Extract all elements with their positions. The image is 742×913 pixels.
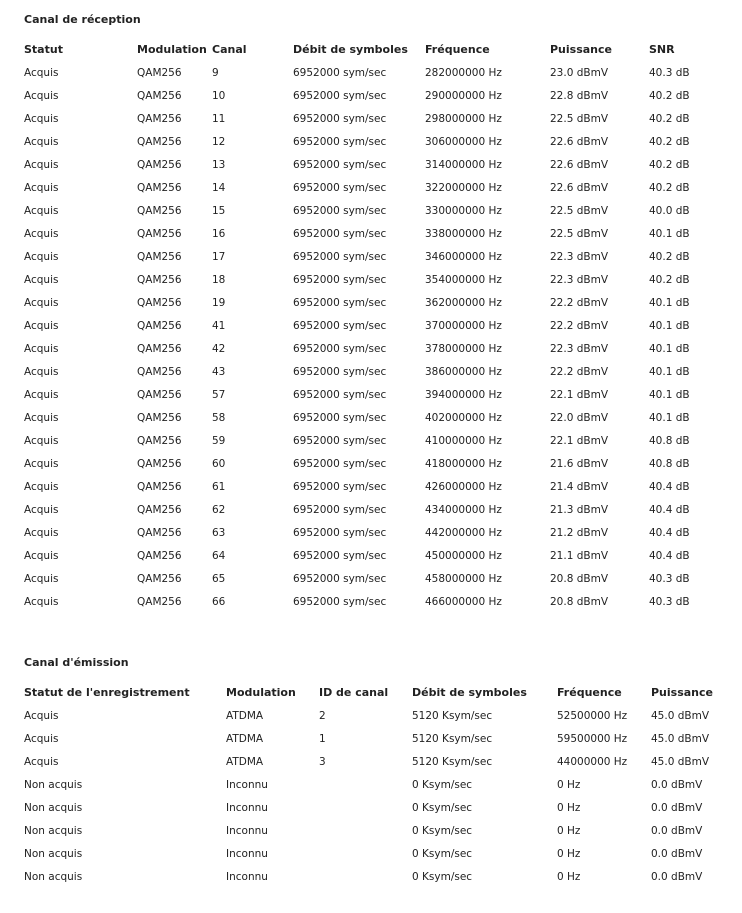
table-cell: 0 Hz [557, 870, 581, 883]
table-cell: 42 [212, 342, 226, 355]
table-cell: 22.6 dBmV [550, 158, 608, 171]
table-cell: QAM256 [137, 457, 182, 470]
table-cell: QAM256 [137, 342, 182, 355]
table-cell: QAM256 [137, 273, 182, 286]
table-cell: 22.1 dBmV [550, 434, 608, 447]
table-cell: 6952000 sym/sec [293, 503, 387, 516]
table-cell: 394000000 Hz [425, 388, 502, 401]
table-cell: 22.3 dBmV [550, 342, 608, 355]
table-row [24, 452, 724, 475]
table-cell: 22.6 dBmV [550, 135, 608, 148]
table-cell: 20.8 dBmV [550, 595, 608, 608]
table-cell: 370000000 Hz [425, 319, 502, 332]
table-cell: 40.2 dB [649, 250, 690, 263]
table-cell: 306000000 Hz [425, 135, 502, 148]
table-row [24, 61, 724, 84]
table-cell: ATDMA [226, 755, 264, 768]
table-cell: 61 [212, 480, 226, 493]
upstream-title: Canal d'émission [24, 656, 129, 669]
table-cell: 6952000 sym/sec [293, 273, 387, 286]
col-header-debit: Débit de symboles [293, 43, 408, 56]
table-cell: 10 [212, 89, 226, 102]
table-row [24, 704, 724, 727]
table-cell: Acquis [24, 204, 59, 217]
table-row [24, 842, 724, 865]
table-cell: QAM256 [137, 135, 182, 148]
table-row [24, 406, 724, 429]
table-cell: QAM256 [137, 549, 182, 562]
table-cell: Acquis [24, 273, 59, 286]
table-cell: 22.1 dBmV [550, 388, 608, 401]
table-cell: 0 Ksym/sec [412, 870, 473, 883]
table-cell: QAM256 [137, 66, 182, 79]
table-row [24, 521, 724, 544]
table-cell: Acquis [24, 549, 59, 562]
table-cell: QAM256 [137, 158, 182, 171]
table-cell: Acquis [24, 709, 59, 722]
col-header-statut-enregistrement: Statut de l'enregistrement [24, 686, 190, 699]
col-header-snr: SNR [649, 43, 675, 56]
table-cell: 5120 Ksym/sec [412, 755, 493, 768]
table-row [24, 544, 724, 567]
table-cell: Inconnu [226, 778, 268, 791]
table-cell: QAM256 [137, 319, 182, 332]
table-cell: 22.2 dBmV [550, 365, 608, 378]
table-cell [319, 819, 412, 842]
table-cell: Non acquis [24, 847, 83, 860]
col-header-puissance: Puissance [651, 686, 713, 699]
table-cell: 60 [212, 457, 226, 470]
table-cell: Non acquis [24, 870, 83, 883]
table-cell: 282000000 Hz [425, 66, 502, 79]
table-row [24, 176, 724, 199]
upstream-header-row [24, 681, 724, 704]
downstream-title: Canal de réception [24, 13, 141, 26]
table-cell: 40.1 dB [649, 319, 690, 332]
table-cell: 0 Ksym/sec [412, 778, 473, 791]
table-cell: 40.1 dB [649, 342, 690, 355]
table-cell: 63 [212, 526, 226, 539]
table-cell: 62 [212, 503, 226, 516]
table-cell: 9 [212, 66, 219, 79]
table-cell: Inconnu [226, 870, 268, 883]
table-cell: 386000000 Hz [425, 365, 502, 378]
table-cell: Acquis [24, 732, 59, 745]
table-cell: QAM256 [137, 250, 182, 263]
table-row [24, 222, 724, 245]
downstream-header-row [24, 38, 724, 61]
table-cell: 6952000 sym/sec [293, 204, 387, 217]
table-cell: 466000000 Hz [425, 595, 502, 608]
table-cell: 40.1 dB [649, 388, 690, 401]
table-cell: 426000000 Hz [425, 480, 502, 493]
table-cell: 40.0 dB [649, 204, 690, 217]
table-cell: Acquis [24, 181, 59, 194]
table-cell: Acquis [24, 480, 59, 493]
table-cell: 40.1 dB [649, 227, 690, 240]
table-cell: 0 Hz [557, 847, 581, 860]
table-cell: 0 Ksym/sec [412, 801, 473, 814]
table-cell: 18 [212, 273, 226, 286]
table-cell: Acquis [24, 457, 59, 470]
table-cell: 66 [212, 595, 226, 608]
table-cell: 6952000 sym/sec [293, 342, 387, 355]
table-cell: 40.2 dB [649, 158, 690, 171]
table-cell: 0 Hz [557, 801, 581, 814]
table-cell: 3 [319, 755, 326, 768]
table-cell: QAM256 [137, 411, 182, 424]
table-cell: 450000000 Hz [425, 549, 502, 562]
table-cell: 6952000 sym/sec [293, 411, 387, 424]
table-cell: 21.3 dBmV [550, 503, 608, 516]
table-cell: 0 Hz [557, 778, 581, 791]
table-cell: Non acquis [24, 824, 83, 837]
table-cell: QAM256 [137, 296, 182, 309]
table-cell [319, 865, 412, 888]
table-cell: ATDMA [226, 732, 264, 745]
table-cell: 6952000 sym/sec [293, 158, 387, 171]
table-cell: 40.1 dB [649, 296, 690, 309]
upstream-section [24, 656, 724, 888]
table-row [24, 567, 724, 590]
table-cell: 16 [212, 227, 226, 240]
table-cell: QAM256 [137, 480, 182, 493]
table-cell: 346000000 Hz [425, 250, 502, 263]
table-row [24, 796, 724, 819]
table-cell: 40.4 dB [649, 549, 690, 562]
table-cell: Acquis [24, 365, 59, 378]
table-cell: 45.0 dBmV [651, 755, 709, 768]
table-cell: Inconnu [226, 801, 268, 814]
table-cell: 22.2 dBmV [550, 319, 608, 332]
table-cell: 58 [212, 411, 226, 424]
table-cell: Acquis [24, 227, 59, 240]
table-cell: 40.1 dB [649, 411, 690, 424]
table-cell: 45.0 dBmV [651, 732, 709, 745]
table-cell: 442000000 Hz [425, 526, 502, 539]
table-cell: 22.3 dBmV [550, 250, 608, 263]
table-cell: 5120 Ksym/sec [412, 709, 493, 722]
table-cell: ATDMA [226, 709, 264, 722]
table-cell: 0 Hz [557, 824, 581, 837]
table-cell: 40.2 dB [649, 181, 690, 194]
col-header-modulation: Modulation [137, 43, 207, 56]
table-cell: 21.4 dBmV [550, 480, 608, 493]
table-cell: Acquis [24, 296, 59, 309]
table-cell: 22.2 dBmV [550, 296, 608, 309]
table-cell: 6952000 sym/sec [293, 112, 387, 125]
table-cell: 40.3 dB [649, 572, 690, 585]
table-row [24, 314, 724, 337]
table-cell: 418000000 Hz [425, 457, 502, 470]
table-cell: 6952000 sym/sec [293, 434, 387, 447]
table-cell: 0.0 dBmV [651, 847, 703, 860]
table-cell: QAM256 [137, 434, 182, 447]
table-cell [319, 842, 412, 865]
table-cell: QAM256 [137, 503, 182, 516]
table-cell: Non acquis [24, 778, 83, 791]
table-cell: 12 [212, 135, 226, 148]
table-cell: 40.2 dB [649, 112, 690, 125]
table-cell: Acquis [24, 411, 59, 424]
table-cell: 402000000 Hz [425, 411, 502, 424]
table-row [24, 130, 724, 153]
table-cell: QAM256 [137, 227, 182, 240]
table-cell: 6952000 sym/sec [293, 572, 387, 585]
table-row [24, 475, 724, 498]
table-row [24, 337, 724, 360]
table-cell: 13 [212, 158, 226, 171]
table-cell: 21.2 dBmV [550, 526, 608, 539]
table-cell: 6952000 sym/sec [293, 480, 387, 493]
table-cell: 6952000 sym/sec [293, 595, 387, 608]
table-cell: 43 [212, 365, 226, 378]
table-cell: Acquis [24, 503, 59, 516]
table-row [24, 107, 724, 130]
table-cell: 362000000 Hz [425, 296, 502, 309]
table-cell: 40.2 dB [649, 273, 690, 286]
table-cell: 6952000 sym/sec [293, 135, 387, 148]
table-row [24, 773, 724, 796]
table-cell: 6952000 sym/sec [293, 457, 387, 470]
table-cell: 22.6 dBmV [550, 181, 608, 194]
table-cell: Acquis [24, 112, 59, 125]
table-cell: 6952000 sym/sec [293, 365, 387, 378]
table-cell: 40.8 dB [649, 434, 690, 447]
table-row [24, 590, 724, 613]
downstream-table [24, 38, 724, 613]
table-cell: 23.0 dBmV [550, 66, 608, 79]
col-header-canal: Canal [212, 43, 247, 56]
table-cell [319, 796, 412, 819]
table-cell: 354000000 Hz [425, 273, 502, 286]
table-cell: 22.5 dBmV [550, 204, 608, 217]
table-cell: 40.2 dB [649, 89, 690, 102]
col-header-frequence: Fréquence [557, 686, 622, 699]
col-header-frequence: Fréquence [425, 43, 490, 56]
table-cell: 59500000 Hz [557, 732, 628, 745]
table-cell: 330000000 Hz [425, 204, 502, 217]
table-cell: Inconnu [226, 847, 268, 860]
table-cell: QAM256 [137, 204, 182, 217]
table-cell: QAM256 [137, 595, 182, 608]
table-row [24, 84, 724, 107]
table-cell [319, 773, 412, 796]
table-cell: Acquis [24, 66, 59, 79]
table-cell: 0 Ksym/sec [412, 824, 473, 837]
table-cell: 2 [319, 709, 326, 722]
table-cell: 40.4 dB [649, 526, 690, 539]
table-row [24, 429, 724, 452]
table-cell: 298000000 Hz [425, 112, 502, 125]
table-cell: Non acquis [24, 801, 83, 814]
table-row [24, 727, 724, 750]
table-row [24, 865, 724, 888]
table-cell: 6952000 sym/sec [293, 89, 387, 102]
table-cell: 52500000 Hz [557, 709, 628, 722]
table-cell: 40.3 dB [649, 595, 690, 608]
table-row [24, 291, 724, 314]
table-cell: 6952000 sym/sec [293, 181, 387, 194]
table-cell: 14 [212, 181, 226, 194]
downstream-section [24, 13, 724, 613]
table-cell: 5120 Ksym/sec [412, 732, 493, 745]
col-header-debit: Débit de symboles [412, 686, 527, 699]
table-cell: Acquis [24, 250, 59, 263]
table-cell: 21.6 dBmV [550, 457, 608, 470]
table-cell: 40.8 dB [649, 457, 690, 470]
table-cell: 44000000 Hz [557, 755, 628, 768]
table-cell: Acquis [24, 526, 59, 539]
table-cell: 0.0 dBmV [651, 824, 703, 837]
table-cell: 6952000 sym/sec [293, 319, 387, 332]
col-header-id-canal: ID de canal [319, 686, 389, 699]
table-cell: 22.5 dBmV [550, 227, 608, 240]
table-cell: 22.5 dBmV [550, 112, 608, 125]
table-cell: 338000000 Hz [425, 227, 502, 240]
table-row [24, 153, 724, 176]
table-cell: Acquis [24, 434, 59, 447]
table-row [24, 245, 724, 268]
table-cell: Acquis [24, 342, 59, 355]
table-cell: 65 [212, 572, 226, 585]
table-cell: QAM256 [137, 572, 182, 585]
table-cell: 40.4 dB [649, 480, 690, 493]
upstream-table [24, 681, 724, 888]
table-cell: Acquis [24, 135, 59, 148]
table-cell: Acquis [24, 388, 59, 401]
table-row [24, 383, 724, 406]
table-cell: 458000000 Hz [425, 572, 502, 585]
table-cell: QAM256 [137, 89, 182, 102]
table-cell: Acquis [24, 319, 59, 332]
table-cell: 22.3 dBmV [550, 273, 608, 286]
table-cell: 57 [212, 388, 226, 401]
table-cell: QAM256 [137, 112, 182, 125]
table-cell: 0.0 dBmV [651, 778, 703, 791]
table-cell: 434000000 Hz [425, 503, 502, 516]
table-cell: Acquis [24, 89, 59, 102]
table-cell: Acquis [24, 158, 59, 171]
table-row [24, 199, 724, 222]
table-row [24, 498, 724, 521]
table-cell: Acquis [24, 572, 59, 585]
table-cell: 378000000 Hz [425, 342, 502, 355]
table-cell: 410000000 Hz [425, 434, 502, 447]
table-cell: 6952000 sym/sec [293, 526, 387, 539]
table-cell: 22.8 dBmV [550, 89, 608, 102]
table-cell: 314000000 Hz [425, 158, 502, 171]
table-cell: 22.0 dBmV [550, 411, 608, 424]
table-cell: 45.0 dBmV [651, 709, 709, 722]
table-cell: 6952000 sym/sec [293, 250, 387, 263]
table-row [24, 819, 724, 842]
table-row [24, 750, 724, 773]
table-cell: 20.8 dBmV [550, 572, 608, 585]
table-cell: 0.0 dBmV [651, 801, 703, 814]
table-cell: QAM256 [137, 365, 182, 378]
table-row [24, 268, 724, 291]
table-cell: 19 [212, 296, 226, 309]
table-cell: 40.3 dB [649, 66, 690, 79]
table-cell: 17 [212, 250, 226, 263]
table-cell: 40.2 dB [649, 135, 690, 148]
col-header-statut: Statut [24, 43, 63, 56]
table-cell: 40.4 dB [649, 503, 690, 516]
table-cell: QAM256 [137, 526, 182, 539]
table-cell: Inconnu [226, 824, 268, 837]
table-cell: 64 [212, 549, 226, 562]
table-cell: 59 [212, 434, 226, 447]
table-cell: 0 Ksym/sec [412, 847, 473, 860]
table-cell: 15 [212, 204, 226, 217]
table-cell: QAM256 [137, 388, 182, 401]
table-row [24, 360, 724, 383]
col-header-puissance: Puissance [550, 43, 612, 56]
table-cell: 11 [212, 112, 226, 125]
table-cell: QAM256 [137, 181, 182, 194]
table-cell: Acquis [24, 595, 59, 608]
table-cell: 6952000 sym/sec [293, 388, 387, 401]
table-cell: 0.0 dBmV [651, 870, 703, 883]
table-cell: 290000000 Hz [425, 89, 502, 102]
table-cell: 21.1 dBmV [550, 549, 608, 562]
table-cell: 322000000 Hz [425, 181, 502, 194]
table-cell: 6952000 sym/sec [293, 549, 387, 562]
table-cell: 1 [319, 732, 326, 745]
col-header-modulation: Modulation [226, 686, 296, 699]
table-cell: 41 [212, 319, 226, 332]
table-cell: 6952000 sym/sec [293, 227, 387, 240]
table-cell: 6952000 sym/sec [293, 66, 387, 79]
table-cell: 40.1 dB [649, 365, 690, 378]
table-cell: Acquis [24, 755, 59, 768]
table-cell: 6952000 sym/sec [293, 296, 387, 309]
